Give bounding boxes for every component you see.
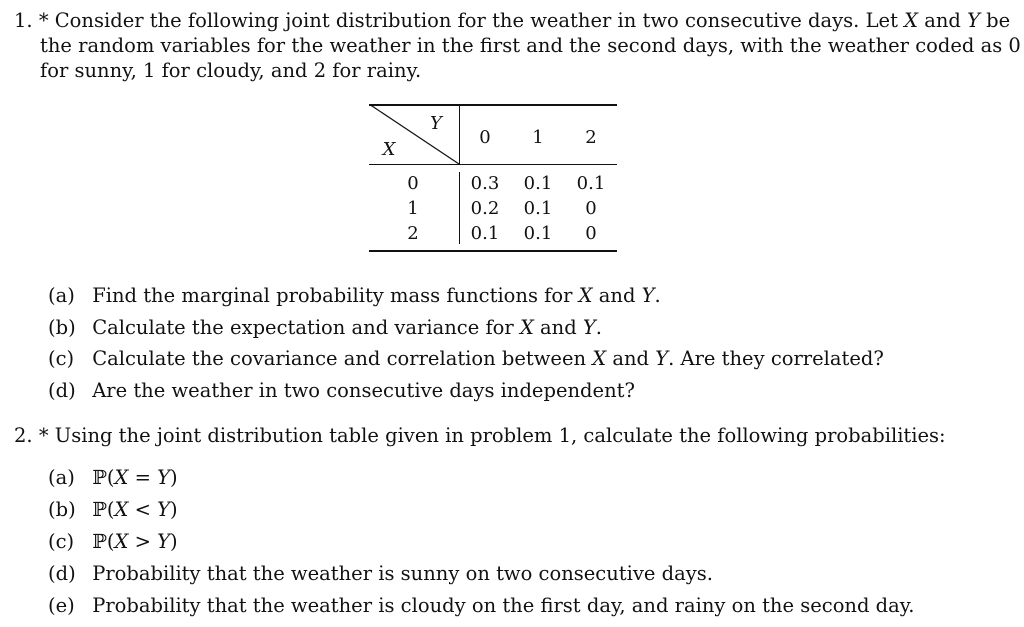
problem-1-text-c: be the random variables for the weather in the first and the second days, with the weather coded as 0 for sunny, 1 for cloudy, and 2 for rainy. [40,9,1021,82]
var-y: Y [157,498,170,521]
part-text: Find the marginal probability mass functions for [92,284,573,307]
table-cell: 0.2 [470,198,500,219]
problem-2-part-a [48,465,1008,490]
problem-2-part-c [48,529,1008,554]
problem-2-part-b [48,497,1008,522]
problem-2-star: * [38,424,49,447]
var-y: Y [157,530,170,553]
col-header: 0 [479,127,491,148]
var-x: X [114,498,129,521]
part-label: (b) [48,498,76,521]
var-x: X [519,316,534,339]
part-label: (c) [48,530,75,553]
prob-open: ℙ( [92,498,115,521]
part-text: Are the weather in two consecutive days independent? [92,379,635,402]
var-y: Y [967,9,980,32]
prob-open: ℙ( [92,466,115,489]
var-x: X [592,347,607,370]
row-header: 2 [407,223,419,244]
problem-2-part-d [48,561,1008,586]
corner-label-y: Y [430,113,442,134]
var-y: Y [655,347,669,370]
corner-label-x: X [382,139,396,160]
prob-close: ) [170,498,178,521]
var-x: X [904,9,918,32]
problem-1-part-c [48,346,1008,371]
table-cell: 0.1 [523,173,553,194]
part-label: (d) [48,562,76,585]
table-body-divider [459,172,460,244]
var-y: Y [641,284,655,307]
problem-1-number: 1. [14,9,33,32]
part-text: . [595,316,602,339]
var-x: X [578,284,593,307]
part-text: Calculate the expectation and variance for [92,316,514,339]
prob-close: ) [170,466,178,489]
row-header: 0 [407,173,419,194]
part-text: and [612,347,650,370]
problem-1-part-a [48,283,1008,308]
part-text: Probability that the weather is sunny on two consecutive days. [92,562,713,585]
operator: < [128,498,158,521]
problem-1-star: * [38,9,49,32]
var-x: X [114,466,129,489]
part-label: (b) [48,316,76,339]
part-label: (a) [48,466,75,489]
problem-1-part-b [48,315,1008,340]
table-cell: 0 [585,198,597,219]
var-x: X [114,530,129,553]
part-text: . Are they correlated? [668,347,884,370]
col-header: 2 [585,127,597,148]
part-label: (c) [48,347,75,370]
joint-distribution-table [369,104,617,252]
part-label: (d) [48,379,76,402]
var-y: Y [582,316,596,339]
table-cell: 0.3 [470,173,500,194]
table-cell: 0.1 [576,173,606,194]
row-header: 1 [407,198,419,219]
prob-close: ) [170,530,178,553]
table-cell: 0.1 [523,198,553,219]
part-text: Calculate the covariance and correlation between [92,347,587,370]
problem-1-text-b: and [924,9,961,32]
part-text: and [598,284,636,307]
problem-1-part-d [48,378,1008,403]
operator: > [128,530,158,553]
problem-2-text: Using the joint distribution table given in problem 1, calculate the following probabilities: [54,424,946,447]
part-label: (e) [48,594,75,617]
table-cell: 0.1 [470,223,500,244]
prob-open: ℙ( [92,530,115,553]
problem-1-statement [14,8,1024,83]
problem-2-number: 2. [14,424,33,447]
var-y: Y [157,466,170,489]
problem-2-part-e [48,593,1008,618]
col-header: 1 [532,127,544,148]
part-text: Probability that the weather is cloudy on the first day, and rainy on the second day. [92,594,915,617]
table-bottom-rule [369,250,617,252]
part-text: and [540,316,577,339]
part-text: . [654,284,661,307]
part-label: (a) [48,284,75,307]
operator: = [128,466,158,489]
problem-2-statement [14,423,1004,448]
problem-1-text-a: Consider the following joint distribution for the weather in two consecutive days. Let [54,9,898,32]
table-cell: 0 [585,223,597,244]
table-cell: 0.1 [523,223,553,244]
